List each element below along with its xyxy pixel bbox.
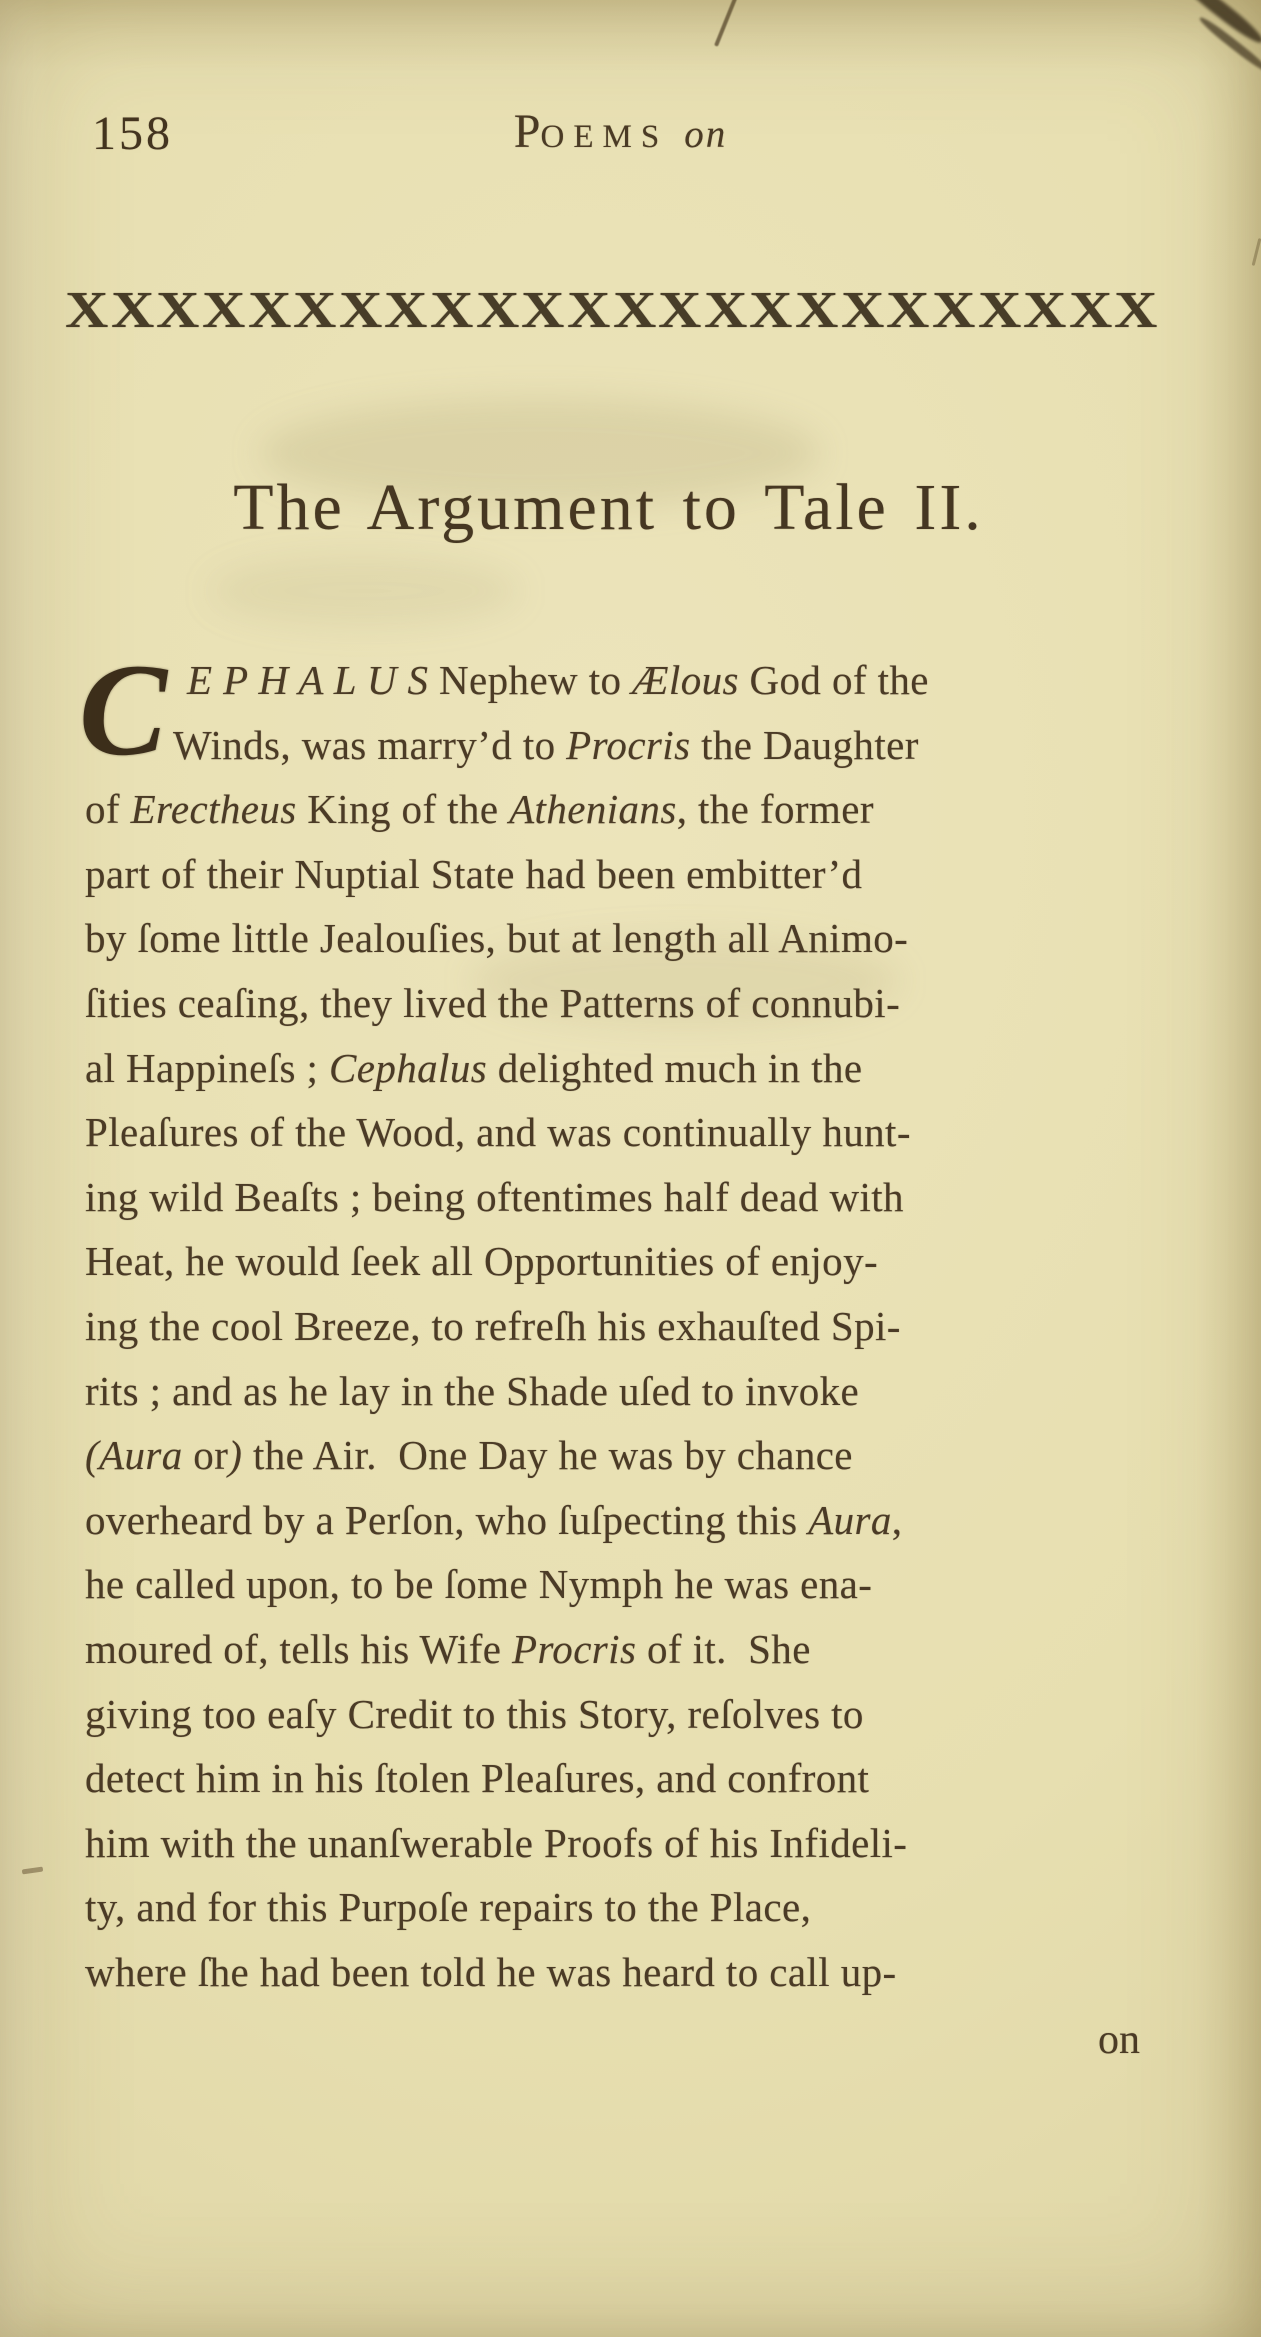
text-segment: Nephew to	[428, 657, 633, 703]
text-line	[173, 713, 1161, 778]
text-segment: delighted much in the	[487, 1044, 863, 1091]
text-line	[85, 777, 1161, 842]
text-segment: Heat, he would ſeek all Opportunities of enjoy-	[85, 1238, 879, 1285]
ornament-glyph: X	[1114, 282, 1158, 339]
text-line	[85, 971, 1161, 1036]
italic-text-segment: Erectheus	[130, 786, 297, 833]
text-line	[85, 1036, 1161, 1101]
body-lines	[85, 648, 1161, 2004]
text-segment: al Happineſs ;	[85, 1044, 329, 1091]
text-line	[85, 1617, 1161, 1682]
ornament-glyph: X	[1068, 282, 1113, 339]
text-line	[85, 1229, 1161, 1294]
show-through-smudge	[210, 556, 520, 626]
text-line	[187, 648, 1161, 713]
text-line	[85, 1875, 1161, 1940]
text-segment: rits ; and as he lay in the Shade uſed to invoke	[85, 1367, 860, 1414]
text-line	[85, 842, 1161, 907]
italic-text-segment: Procris	[512, 1625, 637, 1672]
text-segment: where ſhe had been told he was heard to call up-	[85, 1948, 897, 1995]
text-segment: ing the cool Breeze, to refreſh his exhauſted Spi-	[85, 1302, 901, 1349]
text-segment: Pleaſures of the Wood, and was continually hunt-	[85, 1109, 911, 1156]
corner-ink-stain	[1131, 0, 1261, 110]
text-line	[85, 1359, 1161, 1424]
ink-slash-mark	[714, 0, 738, 47]
text-segment: or	[182, 1432, 229, 1479]
text-segment: by ſome little Jealouſies, but at length all Animo-	[85, 915, 909, 962]
text-line	[85, 1100, 1161, 1165]
edge-ink-tick	[1252, 238, 1261, 266]
margin-ink-dash	[22, 1867, 43, 1875]
ornament-glyph: X	[110, 282, 155, 339]
text-segment: ing wild Beaſts ; being oftentimes half dead with	[85, 1173, 904, 1220]
italic-text-segment: )	[228, 1432, 243, 1479]
text-segment: , the former	[676, 786, 874, 833]
text-line	[85, 1940, 1161, 2005]
ornament-glyph: X	[247, 282, 291, 339]
section-title: The Argument to Tale II.	[233, 471, 984, 544]
ornament-glyph: X	[521, 282, 565, 339]
italic-text-segment: (Aura	[85, 1432, 183, 1479]
text-segment: overheard by a Perſon, who ſuſpecting this	[85, 1496, 809, 1543]
ornament-glyph: X	[202, 282, 246, 339]
text-segment: moured of, tells his Wife	[85, 1625, 513, 1672]
text-segment: King of the	[296, 786, 510, 833]
text-line	[85, 1746, 1161, 1811]
text-segment: ty, and for this Purpoſe repairs to the Place,	[85, 1884, 812, 1931]
italic-text-segment: Aura	[808, 1496, 892, 1543]
ornament-glyph: X	[840, 282, 885, 339]
running-head-initial: P	[513, 105, 541, 158]
text-line	[85, 1811, 1161, 1876]
text-line	[85, 906, 1161, 971]
ornament-glyph: X	[430, 282, 474, 339]
text-line	[85, 1552, 1161, 1617]
text-line	[85, 1165, 1161, 1230]
ornament-row	[65, 280, 1158, 342]
text-segment: ,	[891, 1496, 903, 1543]
ornament-glyph: X	[795, 282, 839, 339]
text-line	[85, 1488, 1161, 1553]
running-head-caps: OEMS	[540, 119, 669, 155]
ornament-glyph: X	[932, 282, 976, 339]
text-segment: him with the unanſwerable Proofs of his Infideli-	[85, 1819, 908, 1866]
page-number: 158	[92, 107, 173, 160]
text-segment: giving too eaſy Credit to this Story, reſolves to	[85, 1690, 864, 1737]
text-segment: God of the	[738, 657, 929, 703]
ornament-glyph: X	[338, 282, 383, 339]
ornament-glyph: X	[703, 282, 748, 339]
italic-text-segment: Athenians	[509, 786, 677, 833]
ornament-glyph: X	[658, 282, 702, 339]
running-head-suffix: on	[684, 113, 728, 156]
catchword: on	[1098, 2017, 1140, 2063]
drop-cap: C	[79, 636, 168, 783]
text-line	[85, 1294, 1161, 1359]
text-segment: part of their Nuptial State had been embitter’d	[85, 850, 863, 897]
corner-ink-stroke	[1175, 0, 1261, 47]
ornament-glyph: X	[886, 282, 930, 339]
text-segment: Winds, was marry’d to	[173, 721, 567, 768]
italic-text-segment: Cephalus	[328, 1044, 488, 1091]
italic-text-segment: E P H A L U S	[187, 657, 429, 703]
body-text	[79, 636, 1161, 2004]
ornament-glyph: X	[749, 282, 793, 339]
running-head	[0, 104, 1241, 159]
corner-ink-stroke	[1197, 14, 1261, 74]
text-segment: of	[85, 786, 131, 833]
ornament-glyph: X	[1023, 282, 1067, 339]
ornament-glyph: X	[475, 282, 520, 339]
ornament-glyph: X	[293, 282, 337, 339]
text-line	[85, 1682, 1161, 1747]
ornament-glyph: X	[156, 282, 200, 339]
ornament-glyph: X	[977, 282, 1021, 339]
text-segment: the Air. One Day he was by chance	[242, 1432, 853, 1479]
italic-text-segment: Ælous	[632, 657, 739, 703]
text-segment: ſities ceaſing, they lived the Patterns of connubi-	[85, 979, 901, 1026]
italic-text-segment: Procris	[566, 721, 691, 768]
text-line	[85, 1423, 1161, 1488]
text-segment: detect him in his ſtolen Pleaſures, and confront	[85, 1755, 870, 1802]
text-segment: the Daughter	[690, 721, 919, 768]
ornament-glyph: X	[65, 282, 109, 339]
text-segment: he called upon, to be ſome Nymph he was ena-	[85, 1561, 873, 1608]
ornament-glyph: X	[384, 282, 428, 339]
ornament-glyph: X	[612, 282, 656, 339]
text-segment: of it. She	[636, 1625, 811, 1672]
ornament-glyph: X	[567, 282, 611, 339]
